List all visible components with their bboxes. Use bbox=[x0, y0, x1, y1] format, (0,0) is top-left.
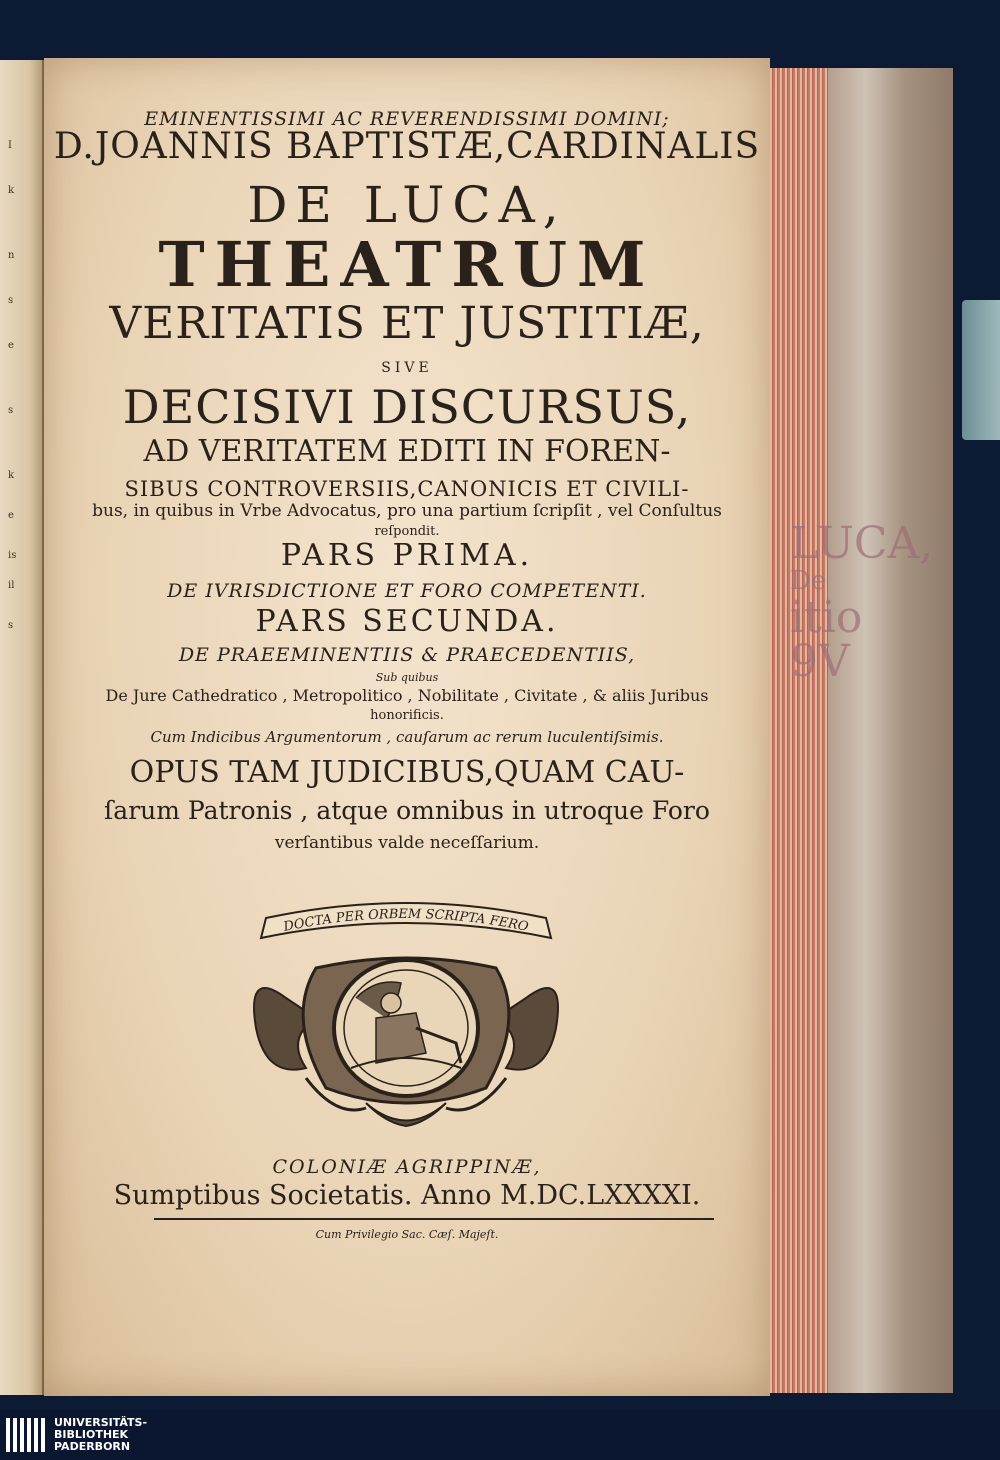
spine-label bbox=[790, 518, 934, 687]
de-praeeminentiis: DE PRAEEMINENTIIS & PRAECEDENTIIS, bbox=[178, 644, 636, 666]
pars-prima: PARS PRIMA. bbox=[280, 538, 534, 573]
spine-label-line: LUCA, bbox=[790, 518, 934, 569]
logo-line: UNIVERSITÄTS- bbox=[54, 1416, 148, 1429]
versantibus-line: verſantibus valde neceſſarium. bbox=[274, 833, 540, 853]
emblem-motto: DOCTA PER ORBEM SCRIPTA FERO bbox=[282, 906, 530, 935]
de-jure-line: De Jure Cathedratico , Metropolitico , Nobilitate , Civitate , & aliis Juribus bbox=[105, 686, 709, 705]
imprint-place: COLONIÆ AGRIPPINÆ, bbox=[272, 1156, 542, 1178]
margin-mark: e bbox=[8, 510, 14, 521]
margin-mark: n bbox=[8, 250, 15, 261]
library-logo-text bbox=[54, 1417, 147, 1453]
margin-mark: I bbox=[8, 140, 12, 151]
controversiis-line: SIBUS CONTROVERSIIS,CANONICIS ET CIVILI- bbox=[124, 477, 690, 501]
author-line: D.JOANNIS BAPTISTÆ,CARDINALIS bbox=[53, 126, 761, 167]
opus-line: OPUS TAM JUDICIBUS,QUAM CAU- bbox=[129, 755, 685, 790]
title-page bbox=[44, 58, 770, 1396]
privilege-line: Cum Privilegio Sac. Cæſ. Majeſt. bbox=[315, 1228, 499, 1241]
margin-mark: s bbox=[8, 295, 14, 306]
honorificis-line: honorificis. bbox=[370, 708, 444, 723]
left-margin-marks bbox=[0, 60, 42, 1395]
imprint-publisher-date: Sumptibus Societatis. Anno M.DC.LXXXXI. bbox=[113, 1180, 701, 1211]
de-iurisdictione: DE IVRISDICTIONE ET FORO COMPETENTI. bbox=[167, 580, 647, 602]
book-edge-and-binding bbox=[768, 68, 953, 1393]
respondit-line: reſpondit. bbox=[374, 524, 440, 539]
page-edges bbox=[768, 68, 828, 1393]
margin-mark: s bbox=[8, 405, 14, 416]
cum-indicibus-line: Cum Indicibus Argumentorum , cauſarum ac rerum luculentiſsimis. bbox=[150, 728, 664, 746]
decisivi-line: DECISIVI DISCURSUS, bbox=[122, 380, 692, 434]
margin-mark: il bbox=[8, 580, 15, 591]
library-logo-icon bbox=[6, 1418, 50, 1452]
sub-quibus: Sub quibus bbox=[375, 671, 439, 684]
bookmark-tab bbox=[962, 300, 1000, 440]
dedication-line: EMINENTISSIMI AC REVERENDISSIMI DOMINI; bbox=[144, 108, 670, 130]
printer-emblem bbox=[226, 878, 586, 1148]
logo-line: BIBLIOTHEK bbox=[54, 1428, 129, 1441]
left-page-edge bbox=[0, 60, 44, 1395]
margin-mark: k bbox=[8, 470, 15, 481]
pars-secunda: PARS SECUNDA. bbox=[255, 604, 559, 639]
margin-mark: e bbox=[8, 340, 14, 351]
main-title: THEATRUM bbox=[158, 228, 656, 301]
sarum-patronis-line: ſarum Patronis , atque omnibus in utroque Foro bbox=[104, 796, 710, 825]
margin-mark: s bbox=[8, 620, 14, 631]
book-binding bbox=[828, 68, 953, 1393]
ad-veritatem-line: AD VERITATEM EDITI IN FOREN- bbox=[143, 434, 671, 469]
sive-line: SIVE bbox=[381, 360, 433, 376]
spine-label-line: itio bbox=[790, 592, 863, 643]
margin-mark: is bbox=[8, 550, 17, 561]
logo-line: PADERBORN bbox=[54, 1440, 131, 1453]
author-surname: DE LUCA, bbox=[247, 176, 567, 234]
margin-mark: k bbox=[8, 185, 15, 196]
advocatus-line: bus, in quibus in Vrbe Advocatus, pro una partium ſcripſit , vel Conſultus bbox=[92, 501, 722, 521]
subtitle: VERITATIS ET JUSTITIÆ, bbox=[109, 298, 705, 349]
imprint-rule bbox=[154, 1218, 714, 1220]
spine-label-line: De bbox=[790, 566, 827, 596]
footer-bar bbox=[0, 1410, 1000, 1460]
spine-label-line: 9V bbox=[790, 636, 850, 687]
